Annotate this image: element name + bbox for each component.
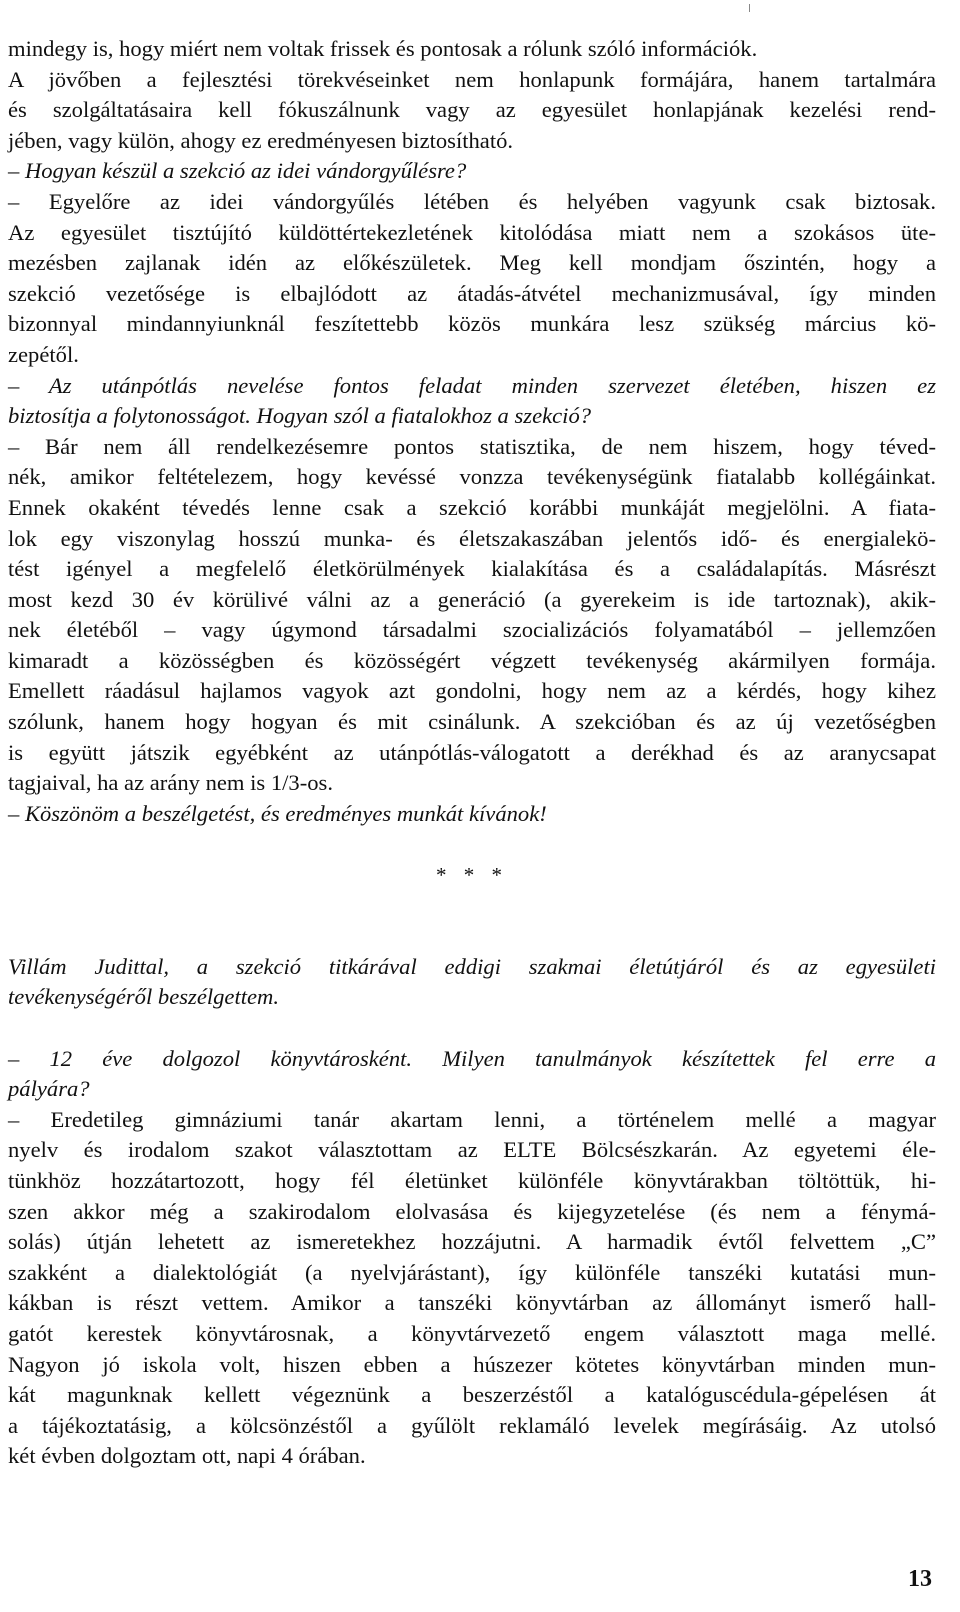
text-line: mindegy is, hogy miért nem voltak frissek és pontosak a rólunk szóló információk. — [8, 36, 758, 61]
text-line: tést igényel a megfelelő életkörülmények kialakítása és a családalapítás. Másrészt — [8, 556, 936, 582]
text-line: tagjaival, ha az arány nem is 1/3-os. — [8, 770, 333, 796]
text-line: lok egy viszonylag hosszú munka- és életszakaszában jelentős idő- és energialekö- — [8, 525, 936, 551]
text-line: biztosítja a folytonosságot. Hogyan szól a fiatalokhoz a szekció? — [8, 403, 592, 429]
text-line: most kezd 30 év körülivé válni az a generáció (a gyerekeim is ide tartoznak), akik- — [8, 586, 936, 612]
text-line: – Az utánpótlás nevelése fontos feladat minden szervezet életében, hiszen ez — [8, 372, 936, 398]
text-line: nek életéből – vagy úgymond társadalmi szocializációs folyamatából – jellemzően — [8, 617, 936, 643]
page-number: 13 — [908, 1566, 932, 1592]
text-line: és szolgáltatásaira kell fókuszálnunk vagy az egyesület honlapjának kezelési rend- — [8, 97, 936, 123]
scan-mark — [749, 4, 750, 12]
text-line: szólunk, hanem hogy hogyan és mit csinálunk. A szekcióban és az új vezetőségben — [8, 709, 936, 735]
spacer-line — [8, 829, 936, 860]
text-line: jében, vagy külön, ahogy ez eredményesen biztosítható. — [8, 127, 514, 153]
text-line: szakként a dialektológiát (a nyelvjárástant), így különféle tanszéki kutatási mun- — [8, 1259, 936, 1285]
text-line: szen akkor még a szakirodalom elolvasása és kijegyzetelése (és nem a fénymá- — [8, 1198, 936, 1224]
text-line: Nagyon jó iskola volt, hiszen ebben a húszezer kötetes könyvtárban minden mun- — [8, 1351, 936, 1377]
section-separator: * * * — [436, 863, 508, 888]
text-line: solás) útján lehetett az ismeretekhez hozzájutni. A harmadik évtől felvettem „C” — [8, 1229, 936, 1255]
text-line: – Hogyan készül a szekció az idei vándorgyűlésre? — [8, 158, 467, 184]
text-line: gatót kerestek könyvtárosnak, a könyvtárvezető engem választott maga mellé. — [8, 1320, 936, 1346]
text-line: tünkhöz hozzátartozott, hogy fél életünket különféle könyvtárakban töltöttük, hi- — [8, 1167, 936, 1193]
text-line: – Bár nem áll rendelkezésemre pontos statisztika, de nem hiszem, hogy téved- — [8, 433, 936, 459]
spacer-line — [8, 921, 936, 952]
text-line: a tájékoztatásig, a kölcsönzéstől a gyűlölt reklamáló levelek megírásáig. Az utolsó — [8, 1412, 936, 1438]
text-line: – Eredetileg gimnáziumi tanár akartam lenni, a történelem mellé a magyar — [8, 1106, 936, 1132]
text-line: – Köszönöm a beszélgetést, és eredményes munkát kívánok! — [8, 800, 547, 826]
text-line: Emellett ráadásul hajlamos vagyok azt gondolni, hogy nem az a kérdés, hogy kihez — [8, 678, 936, 704]
text-line: kát magunknak kellett végeznünk a beszerzéstől a katalóguscédula-gépelésen át — [8, 1382, 936, 1408]
text-line: Ennek okaként tévedés lenne csak a szekció korábbi munkáját megjelölni. A fiata- — [8, 494, 936, 520]
text-line: A jövőben a fejlesztési törekvéseinket nem honlapunk formájára, hanem tartalmára — [8, 66, 936, 92]
text-line: is együtt játszik egyébként az utánpótlás-válogatott a derékhad és az aranycsapat — [8, 739, 936, 765]
text-line: zepétől. — [8, 341, 79, 367]
text-line: kimaradt a közösségben és közösségért végzett tevékenység akármilyen formája. — [8, 647, 936, 673]
body-text — [8, 34, 936, 1472]
text-line: tevékenységéről beszélgettem. — [8, 984, 279, 1010]
text-line: pályára? — [8, 1076, 90, 1102]
text-line: – Egyelőre az idei vándorgyűlés létében és helyében vagyunk csak biztosak. — [8, 188, 936, 214]
text-line: nyelv és irodalom szakot választottam az ELTE Bölcsészkarán. Az egyetemi éle- — [8, 1137, 936, 1163]
text-line: bizonnyal mindannyiunknál feszítettebb közös munkára lesz szükség március kö- — [8, 311, 936, 337]
text-line: Villám Judittal, a szekció titkárával eddigi szakmai életútjáról és az egyesületi — [8, 953, 936, 979]
text-line: kákban is részt vettem. Amikor a tanszéki könyvtárban az állományt ismerő hall- — [8, 1290, 936, 1316]
spacer-line — [8, 1013, 936, 1044]
text-line: – 12 éve dolgozol könyvtárosként. Milyen tanulmányok készítettek fel erre a — [8, 1045, 936, 1071]
text-line: szekció vezetősége is elbajlódott az átadás-átvétel mechanizmusával, így minden — [8, 280, 936, 306]
text-line: nék, amikor feltételezem, hogy kevéssé vonzza tevékenységünk fiatalabb kollégáinkat. — [8, 464, 936, 490]
spacer-line — [8, 891, 936, 922]
text-line: két évben dolgoztam ott, napi 4 órában. — [8, 1443, 366, 1469]
text-line: Az egyesület tisztújító küldöttértekezletének kitolódása miatt nem a szokásos üte- — [8, 219, 936, 245]
text-line: mezésben zajlanak idén az előkészületek. Meg kell mondjam őszintén, hogy a — [8, 250, 936, 276]
